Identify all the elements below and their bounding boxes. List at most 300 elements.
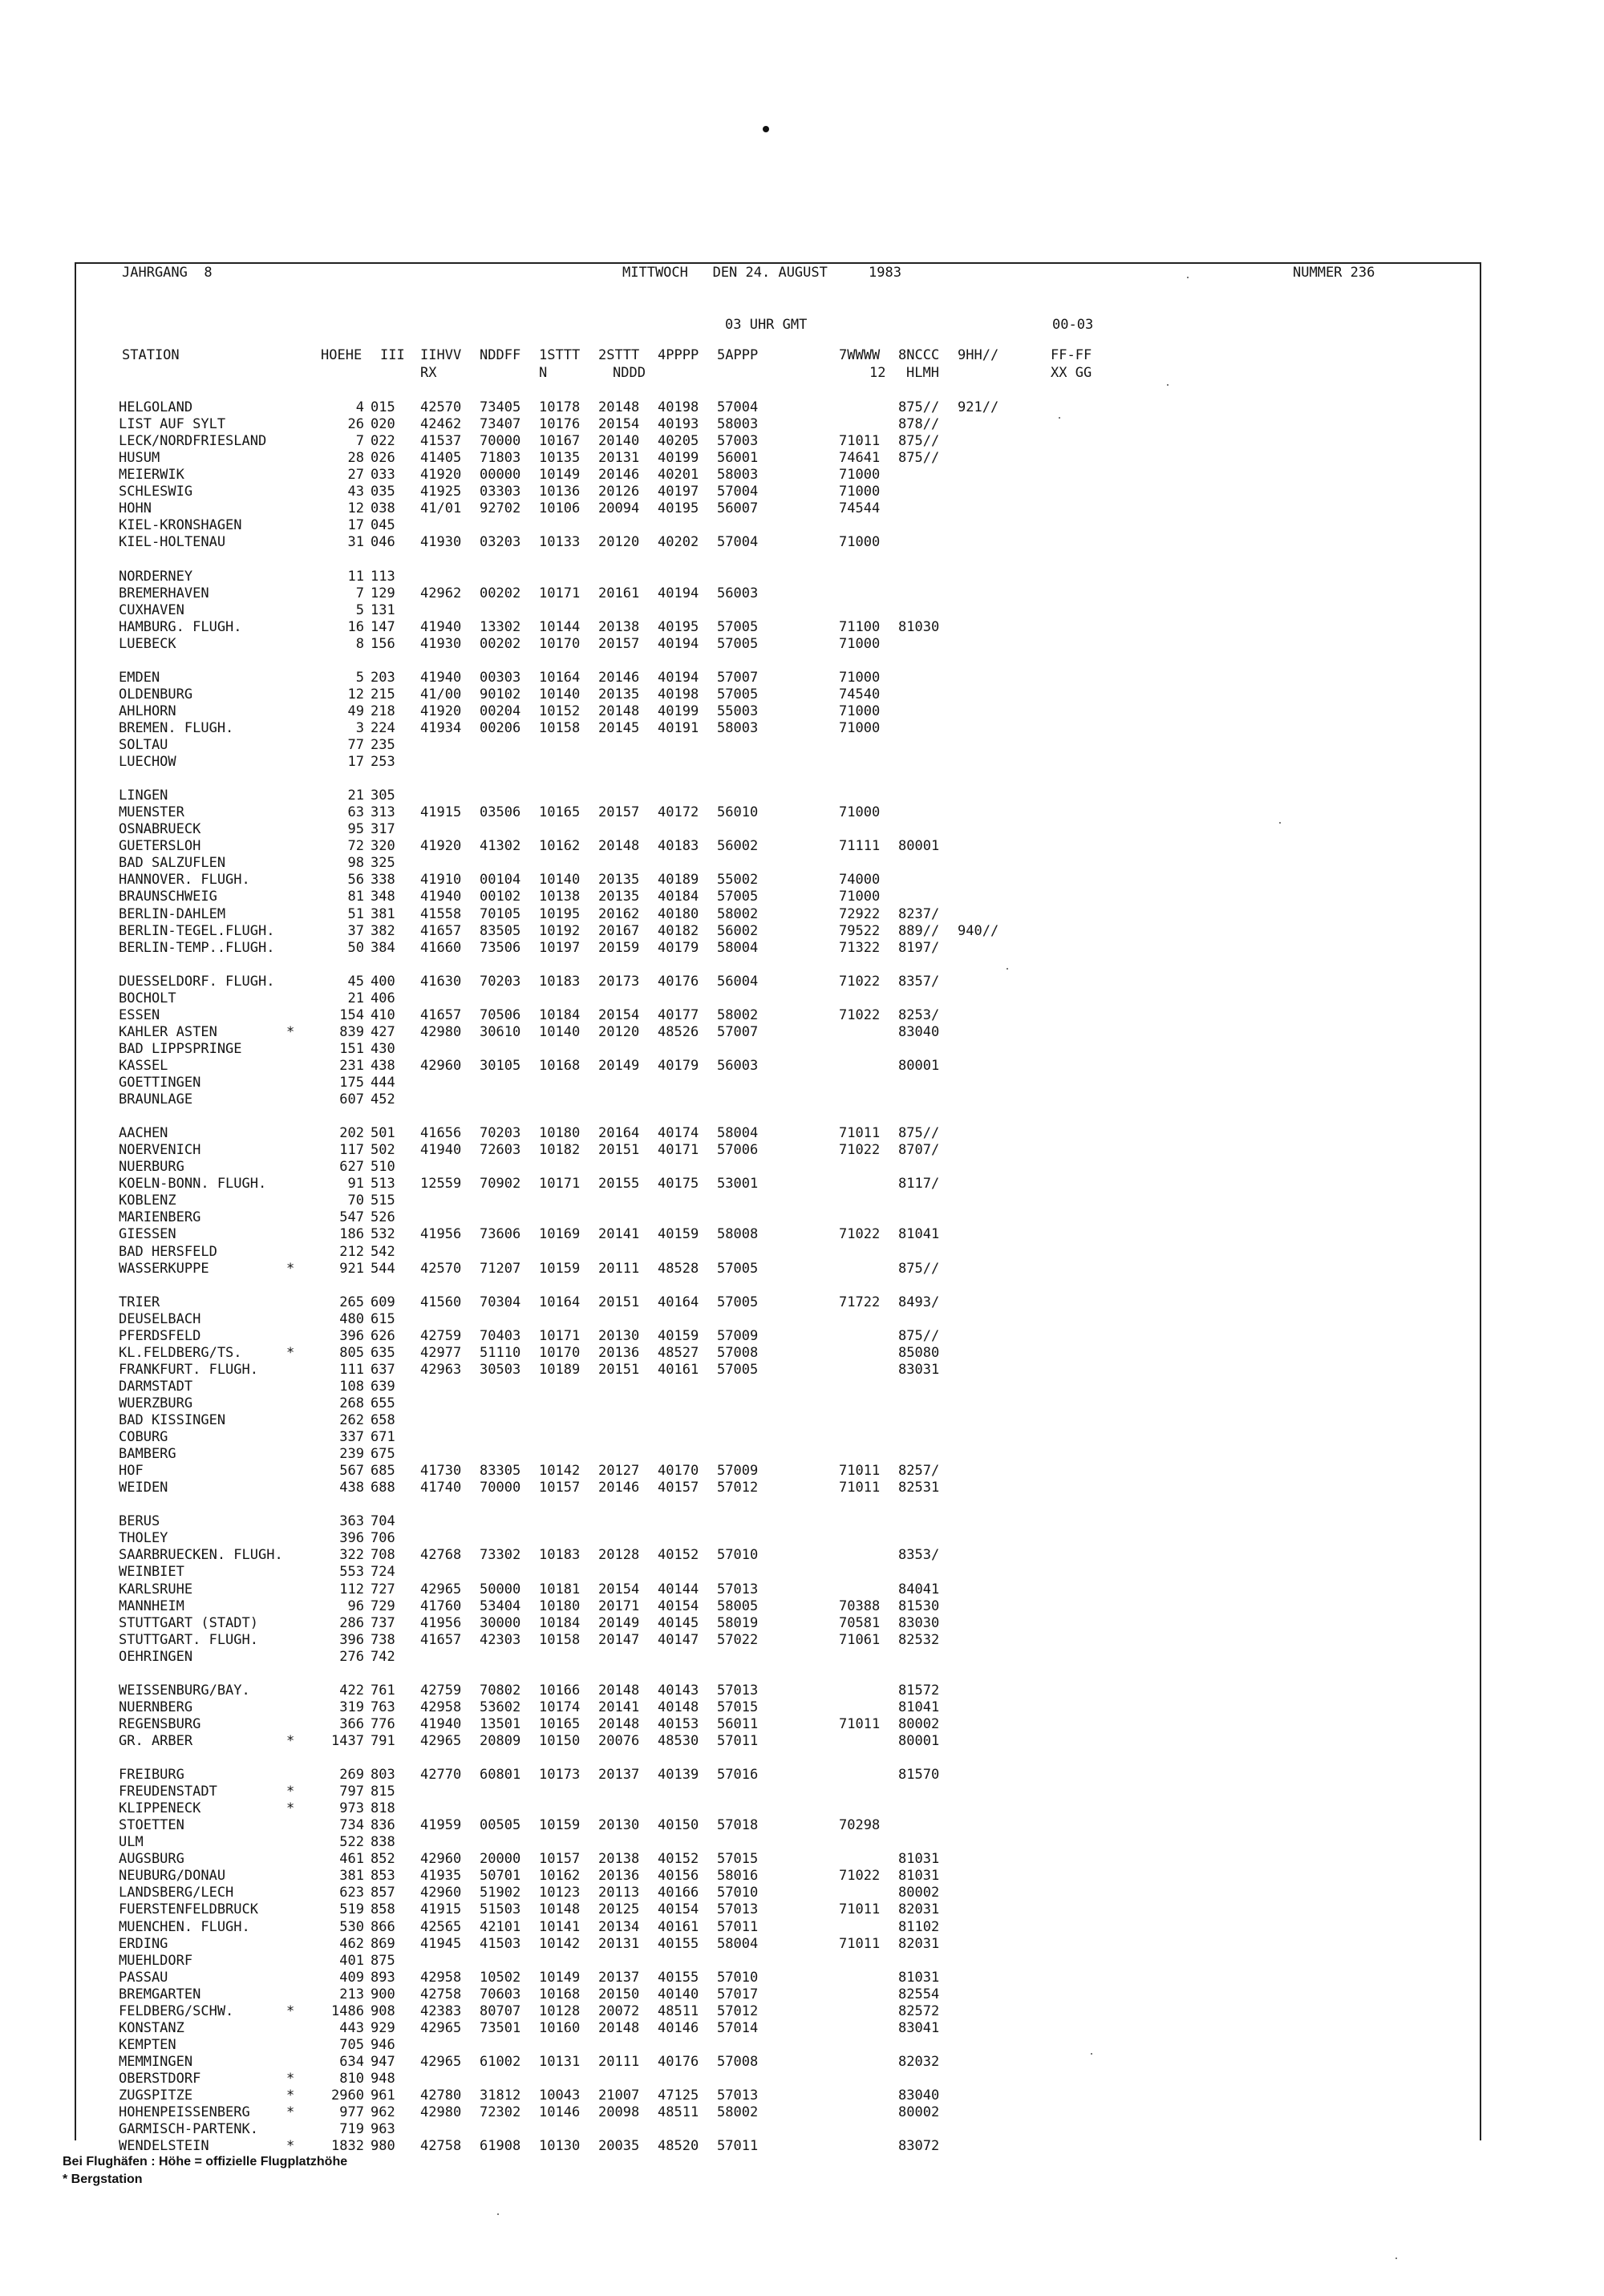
column-header-4pppp: 4PPPP	[658, 347, 699, 363]
group-1sttt: 10168	[539, 1057, 581, 1074]
station-height: 5	[355, 669, 364, 686]
table-row	[0, 923, 1604, 940]
station-name: LANDSBERG/LECH	[119, 1885, 234, 1901]
table-row	[0, 1024, 1604, 1041]
column-header-iii: III	[380, 347, 405, 363]
station-name: HANNOVER. FLUGH.	[119, 872, 250, 889]
group-7wwww: 70581	[839, 1614, 881, 1631]
group-4pppp: 40197	[658, 484, 699, 500]
table-row	[0, 2087, 1604, 2104]
group-2sttt: 20157	[598, 635, 640, 652]
group-iihvv: 41940	[420, 889, 462, 905]
table-row	[0, 686, 1604, 703]
group-nddff: 00102	[480, 889, 521, 905]
group-2sttt: 20035	[598, 2138, 640, 2155]
group-nddff: 41503	[480, 1935, 521, 1952]
group-iihvv: 41630	[420, 973, 462, 990]
group-4pppp: 40179	[658, 1057, 699, 1074]
station-height: 363	[339, 1513, 364, 1530]
group-1sttt: 10166	[539, 1682, 581, 1699]
table-row	[0, 1800, 1604, 1817]
station-index: 156	[371, 635, 395, 652]
group-1sttt: 10140	[539, 686, 581, 703]
column-subheader-hlmh: HLMH	[906, 365, 939, 381]
station-index: 026	[371, 450, 395, 467]
station-name: KASSEL	[119, 1057, 168, 1074]
paper-speck	[1167, 384, 1169, 386]
group-2sttt: 20137	[598, 1969, 640, 1986]
group-1sttt: 10141	[539, 1918, 581, 1935]
station-height: 705	[339, 2036, 364, 2053]
group-1sttt: 10149	[539, 1969, 581, 1986]
station-name: EMDEN	[119, 669, 160, 686]
station-index: 427	[371, 1023, 395, 1040]
table-row	[0, 1581, 1604, 1598]
table-row	[0, 636, 1604, 653]
station-index: 215	[371, 686, 395, 703]
table-row	[0, 569, 1604, 585]
group-7wwww: 71000	[839, 804, 881, 821]
group-7wwww: 72922	[839, 905, 881, 922]
group-iihvv: 41/01	[420, 500, 462, 517]
station-name: BERLIN-TEGEL.FLUGH.	[119, 922, 275, 939]
group-1sttt: 10170	[539, 635, 581, 652]
station-name: LUEBECK	[119, 635, 176, 652]
mountain-marker: *	[286, 1344, 295, 1361]
station-name: DARMSTADT	[119, 1378, 193, 1395]
station-index: 727	[371, 1581, 395, 1597]
station-name: FREIBURG	[119, 1767, 184, 1784]
station-name: BREMERHAVEN	[119, 585, 209, 601]
station-index: 384	[371, 939, 395, 956]
station-index: 526	[371, 1209, 395, 1226]
station-index: 609	[371, 1294, 395, 1310]
group-4pppp: 40152	[658, 1851, 699, 1868]
group-nddff: 83505	[480, 922, 521, 939]
station-height: 805	[339, 1344, 364, 1361]
group-5appp: 57010	[717, 1885, 759, 1901]
station-height: 111	[339, 1361, 364, 1378]
group-4pppp: 40201	[658, 467, 699, 484]
group-4pppp: 40172	[658, 804, 699, 821]
table-row	[0, 2138, 1604, 2155]
group-nddff: 42303	[480, 1631, 521, 1648]
station-index: 513	[371, 1176, 395, 1193]
group-2sttt: 20171	[598, 1597, 640, 1614]
station-index: 224	[371, 719, 395, 736]
station-index: 544	[371, 1260, 395, 1277]
station-name: MEIERWIK	[119, 467, 184, 484]
station-index: 947	[371, 2053, 395, 2070]
station-height: 63	[347, 804, 364, 821]
station-index: 946	[371, 2036, 395, 2053]
group-5appp: 57016	[717, 1767, 759, 1784]
station-index: 131	[371, 601, 395, 618]
column-header-9hh: 9HH//	[958, 347, 999, 363]
table-row	[0, 1901, 1604, 1918]
group-2sttt: 20147	[598, 1631, 640, 1648]
group-iihvv: 42960	[420, 1851, 462, 1868]
table-row	[0, 1091, 1604, 1108]
group-2sttt: 20150	[598, 1986, 640, 2002]
table-row	[0, 1598, 1604, 1615]
column-header-iihvv: IIHVV	[420, 347, 462, 363]
group-iihvv: 42965	[420, 2053, 462, 2070]
table-row	[0, 1159, 1604, 1176]
station-name: KONSTANZ	[119, 2019, 184, 2036]
station-height: 286	[339, 1614, 364, 1631]
group-8nccc: 83030	[898, 1614, 940, 1631]
table-row	[0, 720, 1604, 737]
group-8nccc: 8117/	[898, 1176, 940, 1193]
group-1sttt: 10164	[539, 1294, 581, 1310]
group-iihvv: 41537	[420, 433, 462, 450]
group-4pppp: 40156	[658, 1868, 699, 1885]
group-nddff: 70000	[480, 1480, 521, 1496]
group-iihvv: 41940	[420, 1142, 462, 1159]
table-row	[0, 399, 1604, 416]
station-name: KLIPPENECK	[119, 1800, 201, 1817]
table-row	[0, 1261, 1604, 1278]
table-row	[0, 990, 1604, 1007]
station-index: 838	[371, 1834, 395, 1851]
group-7wwww: 70388	[839, 1597, 881, 1614]
station-index: 452	[371, 1091, 395, 1108]
group-nddff: 83305	[480, 1463, 521, 1480]
station-height: 213	[339, 1986, 364, 2002]
table-row	[0, 1615, 1604, 1632]
station-name: BRAUNSCHWEIG	[119, 889, 217, 905]
station-height: 438	[339, 1480, 364, 1496]
station-name: HOF	[119, 1463, 144, 1480]
group-1sttt: 10171	[539, 1176, 581, 1193]
group-5appp: 56007	[717, 500, 759, 517]
group-8nccc: 85080	[898, 1344, 940, 1361]
punch-mark	[763, 126, 769, 132]
station-height: 7	[355, 433, 364, 450]
group-nddff: 20809	[480, 1732, 521, 1749]
group-5appp: 57005	[717, 635, 759, 652]
group-5appp: 58019	[717, 1614, 759, 1631]
group-1sttt: 10171	[539, 1327, 581, 1344]
group-8nccc: 875//	[898, 399, 940, 415]
group-2sttt: 20076	[598, 1732, 640, 1749]
footnote-mountain-station: * Bergstation	[63, 2172, 143, 2186]
station-height: 5	[355, 601, 364, 618]
group-5appp: 57012	[717, 1480, 759, 1496]
table-row	[0, 619, 1604, 636]
station-height: 91	[347, 1176, 364, 1193]
station-name: ZUGSPITZE	[119, 2087, 193, 2104]
station-index: 113	[371, 568, 395, 585]
group-5appp: 57008	[717, 2053, 759, 2070]
group-1sttt: 10146	[539, 2104, 581, 2121]
group-7wwww: 71011	[839, 1463, 881, 1480]
group-2sttt: 20138	[598, 618, 640, 635]
station-height: 522	[339, 1834, 364, 1851]
station-name: AHLHORN	[119, 703, 176, 719]
station-height: 567	[339, 1463, 364, 1480]
station-height: 337	[339, 1429, 364, 1446]
group-iihvv: 42758	[420, 2138, 462, 2155]
group-nddff: 03203	[480, 534, 521, 551]
table-row	[0, 1699, 1604, 1716]
group-2sttt: 20154	[598, 1006, 640, 1023]
table-row	[0, 1986, 1604, 2003]
station-name: BAD HERSFELD	[119, 1243, 217, 1260]
group-7wwww: 71022	[839, 973, 881, 990]
group-5appp: 57010	[717, 1969, 759, 1986]
station-index: 761	[371, 1682, 395, 1699]
group-2sttt: 20161	[598, 585, 640, 601]
group-4pppp: 40155	[658, 1935, 699, 1952]
group-1sttt: 10184	[539, 1006, 581, 1023]
group-8nccc: 82032	[898, 2053, 940, 2070]
group-iihvv: 41925	[420, 484, 462, 500]
station-height: 81	[347, 889, 364, 905]
group-7wwww: 71111	[839, 838, 881, 855]
table-row	[0, 416, 1604, 433]
group-5appp: 57018	[717, 1817, 759, 1834]
group-iihvv: 41935	[420, 1868, 462, 1885]
station-index: 406	[371, 990, 395, 1006]
station-height: 480	[339, 1310, 364, 1327]
station-index: 685	[371, 1463, 395, 1480]
station-index: 020	[371, 416, 395, 433]
station-name: DEUSELBACH	[119, 1310, 201, 1327]
station-height: 1486	[331, 2002, 364, 2019]
station-index: 738	[371, 1631, 395, 1648]
group-1sttt: 10142	[539, 1463, 581, 1480]
group-iihvv: 12559	[420, 1176, 462, 1193]
table-row	[0, 670, 1604, 686]
group-nddff: 61908	[480, 2138, 521, 2155]
group-1sttt: 10131	[539, 2053, 581, 2070]
group-iihvv: 41930	[420, 534, 462, 551]
group-4pppp: 40140	[658, 1986, 699, 2002]
station-name: GIESSEN	[119, 1226, 176, 1243]
group-iihvv: 42759	[420, 1682, 462, 1699]
group-2sttt: 20130	[598, 1817, 640, 1834]
column-header-hoehe: HOEHE	[321, 347, 363, 363]
station-name: OEHRINGEN	[119, 1648, 193, 1665]
station-name: PFERDSFELD	[119, 1327, 201, 1344]
group-8nccc: 83072	[898, 2138, 940, 2155]
station-name: NUERNBERG	[119, 1699, 193, 1715]
group-nddff: 80707	[480, 2002, 521, 2019]
station-height: 96	[347, 1597, 364, 1614]
station-index: 046	[371, 534, 395, 551]
group-8nccc: 8257/	[898, 1463, 940, 1480]
table-row	[0, 1683, 1604, 1699]
group-8nccc: 81530	[898, 1597, 940, 1614]
date-label: MITTWOCH DEN 24. AUGUST 1983	[622, 265, 901, 281]
column-subheader-n: N	[539, 365, 548, 381]
group-4pppp: 40183	[658, 838, 699, 855]
issue-number: NUMMER 236	[1293, 265, 1375, 281]
table-row	[0, 2054, 1604, 2071]
group-5appp: 57007	[717, 669, 759, 686]
group-8nccc: 81572	[898, 1682, 940, 1699]
group-iihvv: 42758	[420, 1986, 462, 2002]
station-index: 218	[371, 703, 395, 719]
group-5appp: 57012	[717, 2002, 759, 2019]
group-nddff: 51902	[480, 1885, 521, 1901]
group-nddff: 30000	[480, 1614, 521, 1631]
group-7wwww: 71000	[839, 635, 881, 652]
group-nddff: 53602	[480, 1699, 521, 1715]
station-height: 2960	[331, 2087, 364, 2104]
station-index: 818	[371, 1800, 395, 1817]
group-7wwww: 71000	[839, 467, 881, 484]
group-nddff: 00505	[480, 1817, 521, 1834]
station-height: 27	[347, 467, 364, 484]
station-index: 853	[371, 1868, 395, 1885]
station-name: MUEHLDORF	[119, 1952, 193, 1969]
group-5appp: 56002	[717, 838, 759, 855]
group-1sttt: 10142	[539, 1935, 581, 1952]
group-nddff: 61002	[480, 2053, 521, 2070]
group-4pppp: 48511	[658, 2002, 699, 2019]
group-2sttt: 20128	[598, 1547, 640, 1564]
station-index: 320	[371, 838, 395, 855]
station-height: 151	[339, 1040, 364, 1057]
group-8nccc: 875//	[898, 1327, 940, 1344]
group-5appp: 56011	[717, 1715, 759, 1732]
station-height: 810	[339, 2070, 364, 2087]
station-name: KIEL-KRONSHAGEN	[119, 517, 242, 534]
station-index: 729	[371, 1597, 395, 1614]
group-1sttt: 10148	[539, 1901, 581, 1918]
group-nddff: 72302	[480, 2104, 521, 2121]
table-row	[0, 1784, 1604, 1800]
station-name: STOETTEN	[119, 1817, 184, 1834]
group-1sttt: 10123	[539, 1885, 581, 1901]
group-4pppp: 40159	[658, 1226, 699, 1243]
station-name: KL.FELDBERG/TS.	[119, 1344, 242, 1361]
group-5appp: 57005	[717, 1260, 759, 1277]
group-5appp: 58004	[717, 1935, 759, 1952]
group-iihvv: 42965	[420, 1732, 462, 1749]
group-8nccc: 80001	[898, 838, 940, 855]
group-1sttt: 10150	[539, 1732, 581, 1749]
station-index: 338	[371, 872, 395, 889]
group-iihvv: 42768	[420, 1547, 462, 1564]
station-name: ERDING	[119, 1935, 168, 1952]
table-row	[0, 1851, 1604, 1868]
table-row	[0, 1885, 1604, 1901]
group-8nccc: 80002	[898, 1715, 940, 1732]
group-1sttt: 10159	[539, 1817, 581, 1834]
table-row	[0, 1412, 1604, 1429]
table-row	[0, 1395, 1604, 1412]
column-subheader-12: 12	[869, 365, 886, 381]
station-height: 422	[339, 1682, 364, 1699]
group-5appp: 57011	[717, 1918, 759, 1935]
group-2sttt: 20126	[598, 484, 640, 500]
station-height: 381	[339, 1868, 364, 1885]
table-row	[0, 1564, 1604, 1581]
group-8nccc: 81102	[898, 1918, 940, 1935]
group-1sttt: 10133	[539, 534, 581, 551]
group-2sttt: 20135	[598, 686, 640, 703]
group-5appp: 55003	[717, 703, 759, 719]
station-index: 626	[371, 1327, 395, 1344]
station-name: NUERBURG	[119, 1159, 184, 1176]
table-row	[0, 1007, 1604, 1024]
station-height: 366	[339, 1715, 364, 1732]
group-nddff: 51503	[480, 1901, 521, 1918]
group-iihvv: 41660	[420, 939, 462, 956]
station-name: GOETTINGEN	[119, 1075, 201, 1091]
station-height: 409	[339, 1969, 364, 1986]
table-row	[0, 450, 1604, 467]
group-2sttt: 20072	[598, 2002, 640, 2019]
group-iihvv: 42770	[420, 1767, 462, 1784]
table-row	[0, 602, 1604, 619]
group-7wwww: 71061	[839, 1631, 881, 1648]
mountain-marker: *	[286, 1260, 295, 1277]
station-name: STUTTGART (STADT)	[119, 1614, 258, 1631]
group-nddff: 20000	[480, 1851, 521, 1868]
group-nddff: 30610	[480, 1023, 521, 1040]
group-2sttt: 20141	[598, 1226, 640, 1243]
station-height: 396	[339, 1631, 364, 1648]
group-5appp: 57004	[717, 484, 759, 500]
station-height: 72	[347, 838, 364, 855]
table-row	[0, 1767, 1604, 1784]
group-7wwww: 71000	[839, 484, 881, 500]
table-row	[0, 2003, 1604, 2020]
station-index: 502	[371, 1142, 395, 1159]
group-4pppp: 40199	[658, 450, 699, 467]
station-height: 175	[339, 1075, 364, 1091]
group-iihvv: 42759	[420, 1327, 462, 1344]
station-height: 239	[339, 1446, 364, 1463]
station-index: 382	[371, 922, 395, 939]
table-row	[0, 1362, 1604, 1379]
group-5appp: 57022	[717, 1631, 759, 1648]
group-4pppp: 40139	[658, 1767, 699, 1784]
station-height: 112	[339, 1581, 364, 1597]
group-9hh: 940//	[958, 922, 999, 939]
mountain-marker: *	[286, 2002, 295, 2019]
station-index: 815	[371, 1784, 395, 1800]
station-index: 438	[371, 1057, 395, 1074]
group-5appp: 56002	[717, 922, 759, 939]
group-nddff: 31812	[480, 2087, 521, 2104]
group-iihvv: 42980	[420, 1023, 462, 1040]
group-1sttt: 10162	[539, 1868, 581, 1885]
group-nddff: 00303	[480, 669, 521, 686]
group-5appp: 56004	[717, 973, 759, 990]
group-nddff: 90102	[480, 686, 521, 703]
group-4pppp: 40154	[658, 1901, 699, 1918]
group-2sttt: 20135	[598, 872, 640, 889]
station-name: MANNHEIM	[119, 1597, 184, 1614]
group-1sttt: 10183	[539, 973, 581, 990]
table-row	[0, 1868, 1604, 1885]
table-row	[0, 974, 1604, 990]
table-row	[0, 737, 1604, 754]
group-nddff: 73506	[480, 939, 521, 956]
group-1sttt: 10167	[539, 433, 581, 450]
station-name: KIEL-HOLTENAU	[119, 534, 226, 551]
group-2sttt: 20159	[598, 939, 640, 956]
group-iihvv: 41959	[420, 1817, 462, 1834]
paper-speck	[1091, 2053, 1092, 2055]
column-header-2sttt: 2STTT	[598, 347, 640, 363]
